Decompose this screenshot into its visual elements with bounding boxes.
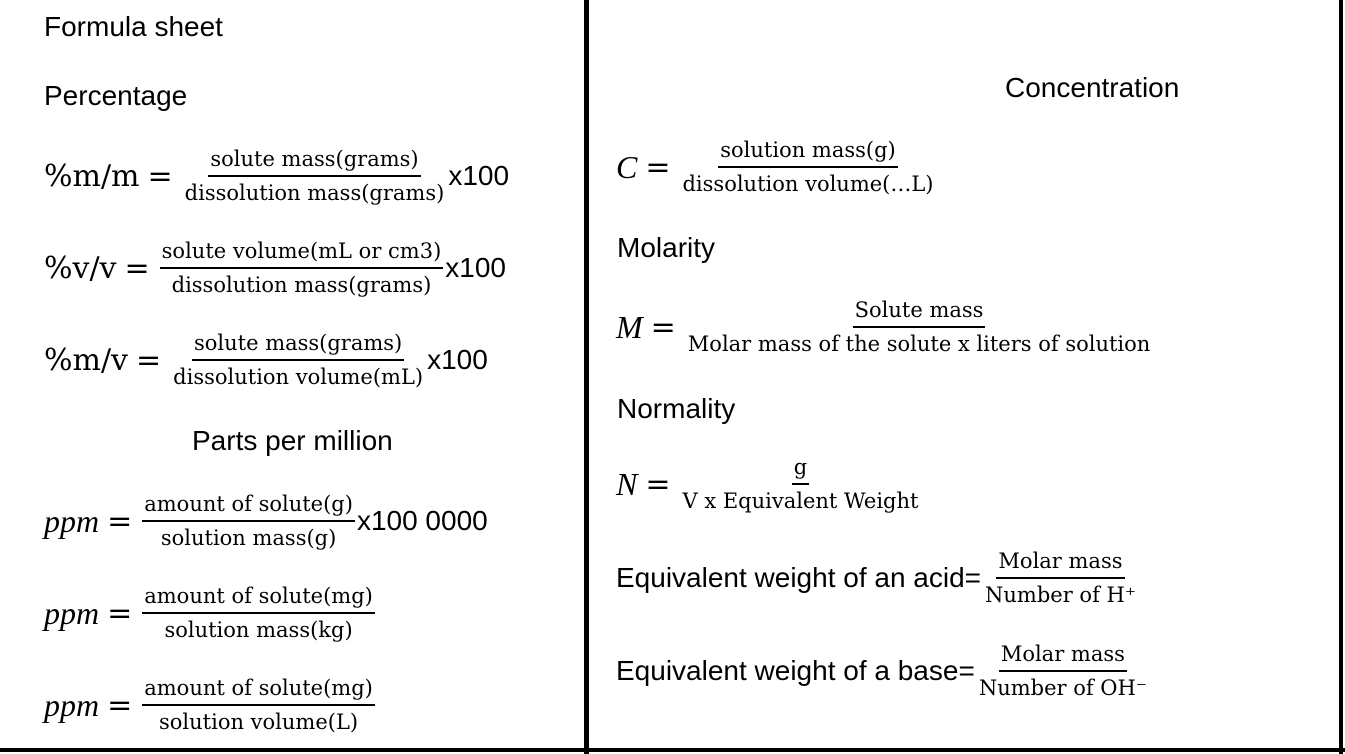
- fraction: [686, 297, 1153, 357]
- fraction: [142, 491, 355, 551]
- equals-sign: =: [107, 595, 133, 631]
- numerator: amount of solute(g): [142, 491, 355, 522]
- denominator: Number of OH⁻: [978, 676, 1147, 700]
- fraction: [142, 675, 375, 735]
- fraction: [171, 330, 425, 390]
- formula-normality: [616, 454, 920, 514]
- multiplier: x100 0000: [356, 505, 488, 536]
- numerator: amount of solute(mg): [142, 675, 375, 706]
- formula-lhs: %m/m: [44, 158, 140, 194]
- percentage-heading: Percentage: [44, 80, 188, 111]
- fraction: [680, 454, 920, 514]
- equals-sign: =: [147, 158, 173, 194]
- numerator: Solute mass: [853, 297, 986, 328]
- numerator: solution mass(g): [718, 137, 897, 168]
- formula-mass-volume: [44, 330, 488, 390]
- fraction: [680, 137, 935, 197]
- multiplier: x100: [427, 344, 488, 375]
- fraction: [983, 548, 1138, 608]
- denominator: dissolution volume(mL): [173, 365, 424, 389]
- multiplier: x100: [448, 160, 510, 191]
- formula-ppm-volume: [44, 675, 375, 735]
- equals-sign: =: [650, 309, 676, 345]
- formula-lhs: Equivalent weight of a base=: [616, 655, 975, 686]
- formula-lhs: %m/v: [44, 342, 129, 378]
- formula-equivalent-weight-base: [616, 641, 1149, 701]
- formula-molarity: [616, 297, 1152, 357]
- formula-lhs: ppm: [44, 502, 100, 539]
- denominator: dissolution mass(grams): [184, 181, 445, 205]
- fraction: [977, 641, 1149, 701]
- formula-volume-volume: [44, 238, 506, 298]
- formula-concentration: [616, 137, 936, 197]
- numerator: amount of solute(mg): [142, 583, 375, 614]
- denominator: dissolution volume(…L): [682, 172, 934, 196]
- denominator: solution mass(g): [160, 526, 337, 550]
- formula-lhs: Equivalent weight of an acid=: [616, 562, 982, 593]
- formula-lhs: M: [616, 308, 643, 345]
- equals-sign: =: [107, 687, 133, 723]
- molarity-heading: Molarity: [617, 232, 716, 263]
- formula-mass-mass: [44, 146, 509, 206]
- numerator: solute mass(grams): [192, 330, 404, 361]
- equals-sign: =: [124, 250, 150, 286]
- denominator: solution volume(L): [159, 710, 359, 734]
- equals-sign: =: [136, 342, 162, 378]
- denominator: Number of H⁺: [985, 583, 1136, 607]
- multiplier: x100: [445, 252, 506, 283]
- denominator: solution mass(kg): [164, 618, 353, 642]
- equals-sign: =: [107, 503, 133, 539]
- normality-heading: Normality: [617, 393, 736, 424]
- numerator: Molar mass: [996, 548, 1124, 579]
- concentration-heading: Concentration: [1005, 72, 1180, 103]
- formula-equivalent-weight-acid: [616, 548, 1138, 608]
- formula-ppm-mass: [44, 583, 375, 643]
- equals-sign: =: [645, 466, 671, 502]
- formula-lhs: N: [616, 465, 638, 502]
- ppm-heading: Parts per million: [192, 425, 393, 456]
- equals-sign: =: [645, 149, 671, 185]
- sheet-title: Formula sheet: [44, 11, 223, 42]
- numerator: solute mass(grams): [208, 146, 420, 177]
- column-divider: [584, 0, 589, 754]
- fraction: [142, 583, 375, 643]
- fraction: [160, 238, 444, 298]
- denominator: V x Equivalent Weight: [682, 489, 919, 513]
- formula-lhs: C: [616, 148, 638, 185]
- right-border: [1339, 0, 1343, 754]
- bottom-border: [0, 748, 1345, 752]
- formula-lhs: %v/v: [44, 250, 117, 286]
- fraction: [183, 146, 447, 206]
- formula-ppm-grams: [44, 491, 488, 551]
- formula-lhs: ppm: [44, 594, 100, 631]
- denominator: dissolution mass(grams): [171, 273, 432, 297]
- numerator: solute volume(mL or cm3): [160, 238, 444, 269]
- numerator: Molar mass: [999, 641, 1127, 672]
- numerator: g: [792, 454, 809, 485]
- formula-lhs: ppm: [44, 686, 100, 723]
- denominator: Molar mass of the solute x liters of solution: [687, 332, 1151, 356]
